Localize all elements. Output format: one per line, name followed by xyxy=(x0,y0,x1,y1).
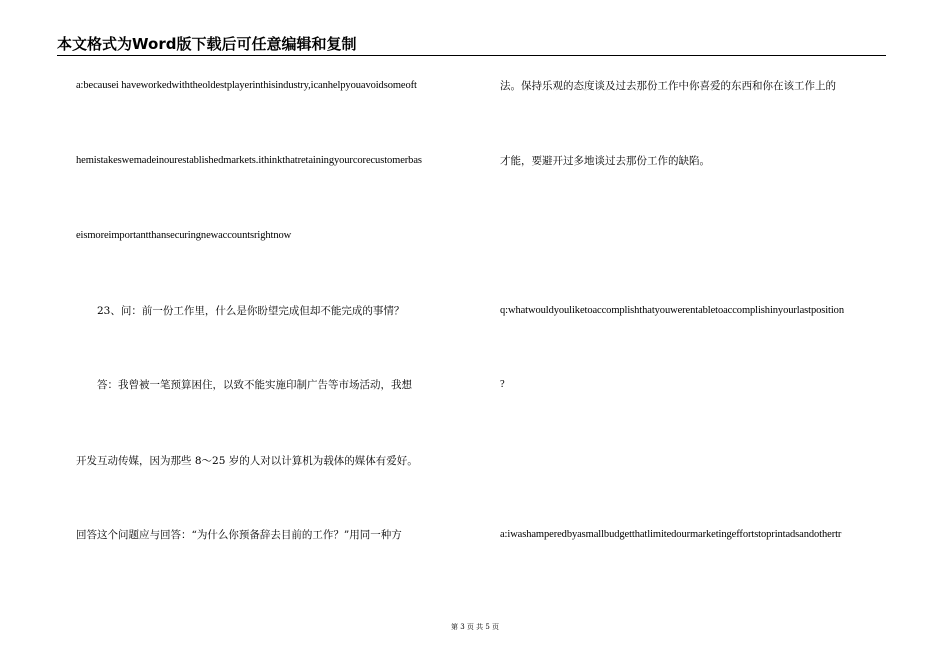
answer-23-line-1: 答：我曾被一笔预算困住，以致不能实施印制广告等市场活动，我想 xyxy=(97,379,412,391)
question-23: 23、问：前一份工作里，什么是你盼望完成但却不能完成的事情？ xyxy=(97,305,405,317)
right-question-mark: ? xyxy=(500,379,505,390)
right-line-1: 法。保持乐观的态度谈及过去那份工作中你喜爱的东西和你在该工作上的 xyxy=(500,80,836,92)
answer-23-line-2: 开发互动传媒，因为那些 8～25 岁的人对以计算机为载体的媒体有爱好。 xyxy=(76,455,418,467)
document-header-title: 本文格式为Word版下载后可任意编辑和复制 xyxy=(57,35,357,53)
page-number-footer: 第 3 页 共 5 页 xyxy=(450,623,500,631)
left-line-2: hemistakeswemadeinourestablishedmarkets.ithinkthatretainingyourcorecustomerbas xyxy=(76,155,422,166)
right-answer-english: a:iwashamperedbyasmallbudgetthatlimitedourmarketingeffortstoprintadsandothertr xyxy=(500,529,842,540)
right-line-2: 才能，要避开过多地谈过去那份工作的缺陷。 xyxy=(500,155,710,167)
right-question-english: q:whatwouldyouliketoaccomplishthatyouwerentabletoaccomplishinyourlastposition xyxy=(500,305,844,316)
left-line-1: a:becausei haveworkedwiththeoldestplayerinthisindustry,icanhelpyouavoidsomeoft xyxy=(76,80,417,91)
left-line-7: 回答这个问题应与回答：“为什么你预备辞去目前的工作？”用同一种方 xyxy=(76,529,402,541)
left-line-3: eismoreimportantthansecuringnewaccountsrightnow xyxy=(76,230,292,241)
header-divider xyxy=(57,55,886,56)
